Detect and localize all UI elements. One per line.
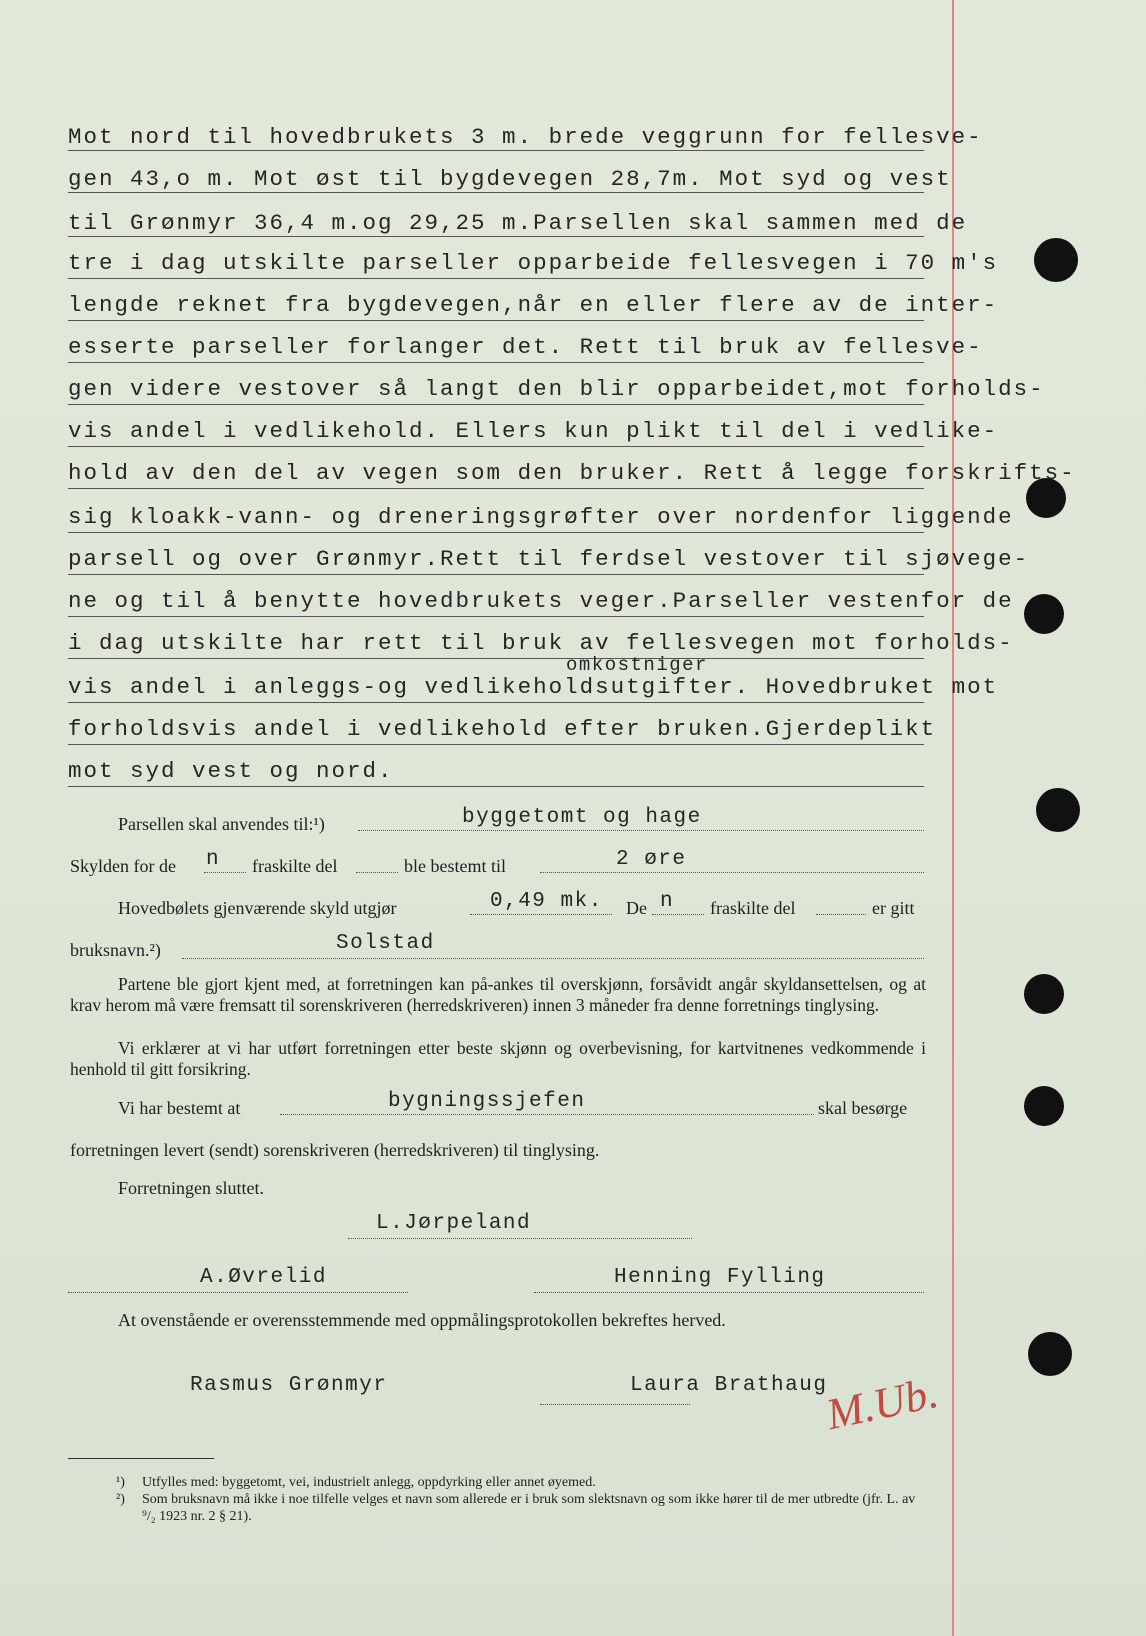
- levert-text: forretningen levert (sendt) sorenskriveren (herredskriveren) til tinglysing.: [70, 1140, 600, 1160]
- dotted-line: [182, 958, 924, 959]
- ruled-line: [68, 362, 924, 363]
- ruled-line: [68, 150, 924, 151]
- dotted-line: [204, 872, 246, 873]
- ruled-line: [68, 786, 924, 787]
- typed-line: gen 43,o m. Mot øst til bygdevegen 28,7m. Mot syd og vest: [68, 166, 952, 192]
- handwritten-initials: M.Ub.: [822, 1367, 943, 1440]
- correction-note: omkostniger: [566, 654, 708, 676]
- typed-line: gen videre vestover så langt den blir opparbeidet,mot forholds-: [68, 376, 1045, 402]
- typed-line: esserte parseller forlanger det. Rett til bruk av fellesve-: [68, 334, 983, 360]
- signature-line: [534, 1292, 924, 1293]
- dotted-line: [356, 872, 398, 873]
- dotted-line: [816, 914, 866, 915]
- typed-line: Mot nord til hovedbrukets 3 m. brede veggrunn for fellesve-: [68, 124, 983, 150]
- gitt-label: er gitt: [872, 898, 915, 918]
- appeal-paragraph: Partene ble gjort kjent med, at forretningen kan på-ankes til overskjønn, forsåvidt angår skyldansettelsen, og at krav herom må være fremsatt til sorenskriveren (herredskriveren) innen 3 måneder fra denne forretnings tinglysing.: [70, 974, 926, 1015]
- typed-line: vis andel i vedlikehold. Ellers kun plikt til del i vedlike-: [68, 418, 999, 444]
- ruled-line: [68, 446, 924, 447]
- typed-line: i dag utskilte har rett til bruk av fellesvegen mot forholds-: [68, 630, 1014, 656]
- ruled-line: [68, 404, 924, 405]
- ruled-line: [68, 744, 924, 745]
- confirmation-text: At ovenstående er overensstemmende med oppmålingsprotokollen bekreftes herved.: [118, 1310, 726, 1330]
- footnote-1: Utfylles med: byggetomt, vei, industrielt anlegg, oppdyrking eller annet øyemed.: [142, 1475, 596, 1490]
- footnote-2: Som bruksnavn må ikke i noe tilfelle velges et navn som allerede er i bruk som slektsnavn og som ikke hører til de mer utbredte (jfr. L. av ⁹/₂ 1923 nr. 2 § 21).: [142, 1492, 916, 1524]
- signature-line: [68, 1292, 408, 1293]
- typed-line: forholdsvis andel i vedlikehold efter bruken.Gjerdeplikt: [68, 716, 937, 742]
- typed-line: til Grønmyr 36,4 m.og 29,25 m.Parsellen skal sammen med de: [68, 210, 968, 236]
- signature-line: [348, 1238, 692, 1239]
- dotted-line: [470, 914, 612, 915]
- de-label: De: [626, 898, 647, 918]
- footnote-mark: ¹): [116, 1475, 125, 1490]
- bruksnavn-value: Solstad: [336, 932, 435, 955]
- bestemt-value: bygningssjefen: [388, 1090, 586, 1113]
- signature-fylling: Henning Fylling: [614, 1266, 826, 1289]
- bruksnavn-label: bruksnavn.²): [70, 940, 161, 960]
- punch-hole: [1028, 1332, 1072, 1376]
- dotted-line: [540, 872, 924, 873]
- punch-hole: [1024, 594, 1064, 634]
- fraskilte-label: fraskilte del: [252, 856, 338, 876]
- ruled-line: [68, 616, 924, 617]
- footnote-mark: ²): [116, 1492, 125, 1507]
- sluttet-text: Forretningen sluttet.: [118, 1178, 264, 1198]
- bestemt-label: ble bestemt til: [404, 856, 506, 876]
- typed-line: parsell og over Grønmyr.Rett til ferdsel vestover til sjøvege-: [68, 546, 1030, 572]
- signature-jorpeland: L.Jørpeland: [376, 1212, 532, 1235]
- ruled-line: [68, 574, 924, 575]
- skyld-label: Skylden for de: [70, 856, 176, 876]
- punch-hole: [1034, 238, 1078, 282]
- typed-line: vis andel i anleggs-og vedlikeholdsutgifter. Hovedbruket mot: [68, 674, 999, 700]
- signature-ovrelid: A.Øvrelid: [200, 1266, 327, 1289]
- dotted-line: [358, 830, 924, 831]
- signature-line: [540, 1404, 690, 1405]
- remaining-label: Hovedbølets gjenværende skyld utgjør: [118, 898, 397, 918]
- punch-hole: [1024, 1086, 1064, 1126]
- skyld-value: 2 øre: [616, 848, 687, 871]
- typed-line: mot syd vest og nord.: [68, 758, 394, 784]
- typed-line: ne og til å benytte hovedbrukets veger.Parseller vestenfor de: [68, 588, 1014, 614]
- ruled-line: [68, 236, 924, 237]
- ruled-line: [68, 488, 924, 489]
- typed-line: hold av den del av vegen som den bruker. Rett å legge forskrifts-: [68, 460, 1076, 486]
- skyld-n: n: [206, 848, 221, 871]
- remaining-value: 0,49 mk.: [490, 890, 603, 913]
- ruled-line: [68, 192, 924, 193]
- dotted-line: [652, 914, 704, 915]
- typed-line: lengde reknet fra bygdevegen,når en eller flere av de inter-: [68, 292, 999, 318]
- dotted-line: [280, 1114, 814, 1115]
- fraskilte-del-label: fraskilte del: [710, 898, 796, 918]
- besorge-label: skal besørge: [818, 1098, 908, 1118]
- use-value: byggetomt og hage: [462, 806, 702, 829]
- typed-line: sig kloakk-vann- og dreneringsgrøfter over nordenfor liggende: [68, 504, 1014, 530]
- use-label: Parsellen skal anvendes til:¹): [118, 814, 325, 834]
- typed-line: tre i dag utskilte parseller opparbeide fellesvegen i 70 m's: [68, 250, 999, 276]
- ruled-line: [68, 532, 924, 533]
- signature-brathaug: Laura Brathaug: [630, 1374, 828, 1397]
- de-n: n: [660, 890, 675, 913]
- punch-hole: [1036, 788, 1080, 832]
- ruled-line: [68, 278, 924, 279]
- footnote-separator: [68, 1458, 214, 1459]
- ruled-line: [68, 320, 924, 321]
- ruled-line: [68, 658, 924, 659]
- signature-gronmyr: Rasmus Grønmyr: [190, 1374, 388, 1397]
- declaration-paragraph: Vi erklærer at vi har utført forretningen etter beste skjønn og overbevisning, for kartvitnenes vedkommende i henhold til gitt forsikring.: [70, 1038, 926, 1079]
- bestemt-at-label: Vi har bestemt at: [118, 1098, 241, 1118]
- ruled-line: [68, 702, 924, 703]
- punch-hole: [1024, 974, 1064, 1014]
- red-margin-line: [952, 0, 954, 1636]
